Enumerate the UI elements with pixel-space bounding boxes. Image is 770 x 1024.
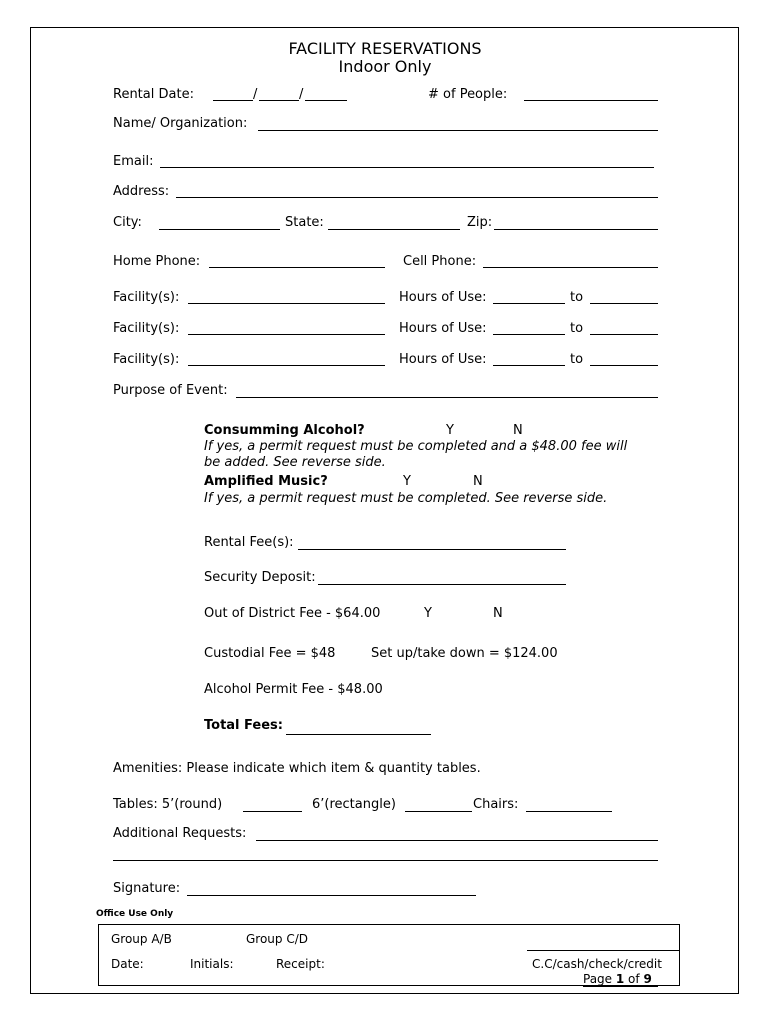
facility-line[interactable] [188, 365, 385, 366]
tables-round-line[interactable] [243, 811, 302, 812]
office-use-heading: Office Use Only [96, 909, 174, 919]
signature-label: Signature: [113, 881, 181, 896]
purpose-line[interactable] [236, 397, 658, 398]
to-label: to [570, 352, 584, 367]
page-mid: of [624, 972, 644, 986]
additional-requests-line[interactable] [256, 840, 658, 841]
rental-fee-label: Rental Fee(s): [204, 535, 294, 550]
address-line[interactable] [176, 197, 658, 198]
form-title: FACILITY RESERVATIONS [288, 39, 482, 58]
tables-round-label: Tables: 5’(round) [113, 797, 223, 812]
rental-date-label: Rental Date: [113, 87, 194, 102]
payment-method-label: C.C/cash/check/credit [532, 957, 662, 971]
form-page [30, 27, 739, 994]
state-line[interactable] [328, 229, 460, 230]
additional-requests-label: Additional Requests: [113, 826, 247, 841]
total-fees-label: Total Fees: [204, 718, 283, 733]
to-label: to [570, 321, 584, 336]
security-deposit-label: Security Deposit: [204, 570, 316, 585]
alcohol-permit-fee-label: Alcohol Permit Fee - $48.00 [204, 682, 383, 697]
zip-line[interactable] [494, 229, 658, 230]
office-receipt-label: Receipt: [276, 957, 325, 971]
additional-requests-line-2[interactable] [113, 860, 658, 861]
zip-label: Zip: [467, 215, 493, 230]
name-label: Name/ Organization: [113, 116, 248, 131]
page-prefix: Page [583, 972, 616, 986]
email-line[interactable] [160, 167, 654, 168]
hours-start-line[interactable] [493, 303, 565, 304]
alcohol-question: Consumming Alcohol? [204, 423, 365, 438]
hours-label: Hours of Use: [399, 352, 487, 367]
email-label: Email: [113, 154, 154, 169]
rental-date-year-line[interactable] [305, 100, 347, 101]
to-label: to [570, 290, 584, 305]
cell-phone-line[interactable] [483, 267, 658, 268]
rental-date-day-line[interactable] [259, 100, 299, 101]
custodial-fee-label: Custodial Fee = $48 [204, 646, 336, 661]
tables-rect-label: 6’(rectangle) [312, 797, 396, 812]
group-ab-label: Group A/B [111, 932, 172, 946]
group-cd-label: Group C/D [246, 932, 309, 946]
name-line[interactable] [258, 130, 658, 131]
page-total: 9 [643, 972, 652, 986]
hours-label: Hours of Use: [399, 321, 487, 336]
date-separator: / [299, 87, 304, 102]
security-deposit-line[interactable] [318, 584, 566, 585]
facility-line[interactable] [188, 334, 385, 335]
people-label: # of People: [428, 87, 508, 102]
alcohol-note: If yes, a permit request must be completed and a $48.00 fee will [204, 439, 628, 454]
office-divider-line [527, 950, 680, 951]
city-line[interactable] [159, 229, 280, 230]
form-subtitle: Indoor Only [338, 57, 432, 76]
rental-date-month-line[interactable] [213, 100, 253, 101]
people-line[interactable] [524, 100, 658, 101]
page-number [583, 971, 652, 987]
facility-label: Facility(s): [113, 321, 180, 336]
hours-label: Hours of Use: [399, 290, 487, 305]
hours-end-line[interactable] [590, 334, 658, 335]
hours-end-line[interactable] [590, 303, 658, 304]
office-initials-label: Initials: [190, 957, 234, 971]
music-no-option[interactable]: N [473, 474, 483, 489]
music-note: If yes, a permit request must be completed. See reverse side. [204, 491, 608, 506]
office-date-label: Date: [111, 957, 144, 971]
music-question: Amplified Music? [204, 474, 328, 489]
home-phone-line[interactable] [209, 267, 385, 268]
facility-label: Facility(s): [113, 352, 180, 367]
alcohol-yes-option[interactable]: Y [446, 423, 454, 438]
district-fee-no-option[interactable]: N [493, 606, 503, 621]
state-label: State: [285, 215, 324, 230]
address-label: Address: [113, 184, 170, 199]
home-phone-label: Home Phone: [113, 254, 201, 269]
facility-label: Facility(s): [113, 290, 180, 305]
district-fee-label: Out of District Fee - $64.00 [204, 606, 381, 621]
rental-fee-line[interactable] [298, 549, 566, 550]
alcohol-no-option[interactable]: N [513, 423, 523, 438]
hours-start-line[interactable] [493, 365, 565, 366]
setup-fee-label: Set up/take down = $124.00 [371, 646, 558, 661]
district-fee-yes-option[interactable]: Y [424, 606, 432, 621]
chairs-line[interactable] [526, 811, 612, 812]
page-current: 1 [615, 972, 625, 986]
signature-line[interactable] [187, 895, 476, 896]
cell-phone-label: Cell Phone: [403, 254, 477, 269]
amenities-intro: Amenities: Please indicate which item & quantity tables. [113, 761, 481, 776]
alcohol-note-continued: be added. See reverse side. [204, 455, 386, 470]
date-separator: / [253, 87, 258, 102]
hours-start-line[interactable] [493, 334, 565, 335]
page-number-underline [583, 986, 658, 987]
chairs-label: Chairs: [473, 797, 519, 812]
city-label: City: [113, 215, 142, 230]
music-yes-option[interactable]: Y [403, 474, 411, 489]
facility-line[interactable] [188, 303, 385, 304]
total-fees-line[interactable] [286, 734, 431, 735]
tables-rect-line[interactable] [405, 811, 472, 812]
purpose-label: Purpose of Event: [113, 383, 228, 398]
hours-end-line[interactable] [590, 365, 658, 366]
